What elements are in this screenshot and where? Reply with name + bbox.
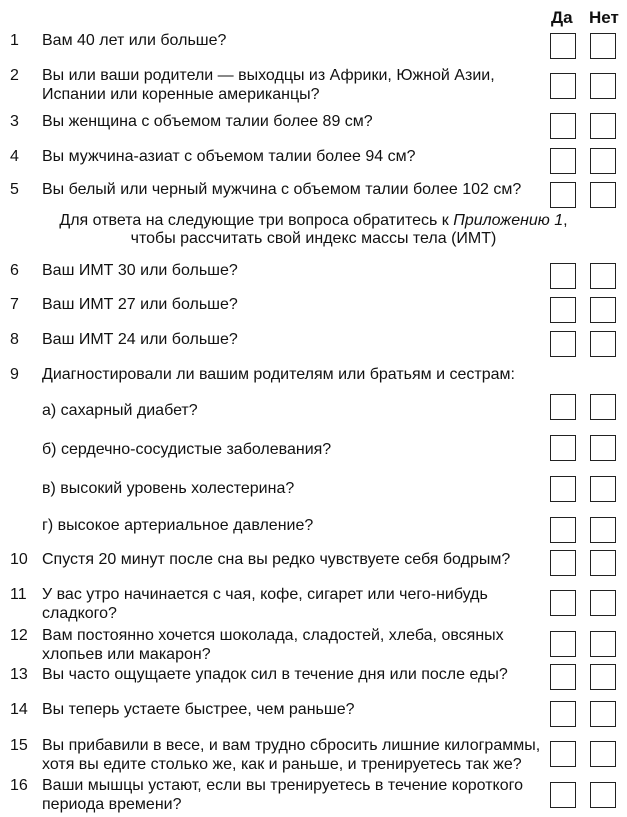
bmi-note-text: Для ответа на следующие три вопроса обратитесь к	[59, 212, 454, 229]
yes-column-header: Да	[551, 8, 573, 27]
yes-checkbox[interactable]	[550, 701, 576, 727]
bmi-note	[0, 212, 627, 248]
yes-checkbox[interactable]	[550, 113, 576, 139]
no-checkbox[interactable]	[590, 664, 616, 690]
yes-checkbox[interactable]	[550, 33, 576, 59]
bmi-note-line-2: чтобы рассчитать свой индекс массы тела (ИМТ)	[130, 230, 497, 247]
question-text: Ваши мышцы устают, если вы тренируетесь в течение короткого	[42, 777, 524, 794]
bmi-note-punct: ,	[563, 212, 568, 229]
question-text: Вы белый или черный мужчина с объемом талии более 102 см?	[42, 181, 522, 198]
question-text: периода времени?	[42, 796, 182, 813]
question-text: Ваш ИМТ 30 или больше?	[42, 262, 238, 279]
question-number: 5	[10, 181, 19, 198]
no-column-header: Нет	[589, 8, 619, 27]
no-checkbox[interactable]	[590, 517, 616, 543]
no-checkbox[interactable]	[590, 263, 616, 289]
question-text: Испании или коренные американцы?	[42, 86, 320, 103]
question-number: 6	[10, 262, 19, 279]
yes-checkbox[interactable]	[550, 590, 576, 616]
bmi-note-line-1	[0, 212, 627, 230]
question-number: 2	[10, 67, 19, 84]
yes-checkbox[interactable]	[550, 664, 576, 690]
question-text: Вы или ваши родители — выходцы из Африки, Южной Азии,	[42, 67, 495, 84]
no-checkbox[interactable]	[590, 297, 616, 323]
question-number: 14	[10, 701, 28, 718]
question-text: Вам 40 лет или больше?	[42, 32, 227, 49]
yes-checkbox[interactable]	[550, 148, 576, 174]
question-text: в) высокий уровень холестерина?	[42, 480, 295, 497]
question-text: Диагностировали ли вашим родителям или братьям и сестрам:	[42, 366, 515, 383]
yes-checkbox[interactable]	[550, 741, 576, 767]
no-checkbox[interactable]	[590, 631, 616, 657]
question-text: хотя вы едите столько же, как и раньше, и тренируетесь так же?	[42, 756, 522, 773]
question-number: 12	[10, 627, 28, 644]
question-number: 3	[10, 113, 19, 130]
question-number: 8	[10, 331, 19, 348]
yes-checkbox[interactable]	[550, 782, 576, 808]
question-text: Вы часто ощущаете упадок сил в течение дня или после еды?	[42, 666, 508, 683]
no-checkbox[interactable]	[590, 148, 616, 174]
question-text: г) высокое артериальное давление?	[42, 517, 314, 534]
yes-checkbox[interactable]	[550, 297, 576, 323]
yes-checkbox[interactable]	[550, 435, 576, 461]
question-text: хлопьев или макарон?	[42, 646, 211, 663]
question-text: сладкого?	[42, 605, 117, 622]
no-checkbox[interactable]	[590, 435, 616, 461]
question-text: Ваш ИМТ 27 или больше?	[42, 296, 238, 313]
question-number: 9	[10, 366, 19, 383]
question-text: У вас утро начинается с чая, кофе, сигарет или чего-нибудь	[42, 586, 488, 603]
question-number: 13	[10, 666, 28, 683]
question-text: Вы мужчина-азиат с объемом талии более 94 см?	[42, 148, 416, 165]
no-checkbox[interactable]	[590, 182, 616, 208]
yes-checkbox[interactable]	[550, 550, 576, 576]
no-checkbox[interactable]	[590, 701, 616, 727]
question-number: 16	[10, 777, 28, 794]
yes-checkbox[interactable]	[550, 631, 576, 657]
no-checkbox[interactable]	[590, 33, 616, 59]
no-checkbox[interactable]	[590, 476, 616, 502]
question-text: Вы теперь устаете быстрее, чем раньше?	[42, 701, 355, 718]
appendix-reference: Приложению 1	[453, 212, 564, 229]
no-checkbox[interactable]	[590, 394, 616, 420]
question-number: 7	[10, 296, 19, 313]
question-text: Спустя 20 минут после сна вы редко чувствуете себя бодрым?	[42, 551, 511, 568]
question-text: Ваш ИМТ 24 или больше?	[42, 331, 238, 348]
no-checkbox[interactable]	[590, 73, 616, 99]
yes-checkbox[interactable]	[550, 517, 576, 543]
no-checkbox[interactable]	[590, 550, 616, 576]
question-text: Вы прибавили в весе, и вам трудно сбросить лишние килограммы,	[42, 737, 541, 754]
question-number: 1	[10, 32, 19, 49]
question-text: а) сахарный диабет?	[42, 402, 198, 419]
yes-checkbox[interactable]	[550, 331, 576, 357]
question-number: 15	[10, 737, 28, 754]
yes-checkbox[interactable]	[550, 394, 576, 420]
no-checkbox[interactable]	[590, 113, 616, 139]
question-text: б) сердечно-сосудистые заболевания?	[42, 441, 332, 458]
no-checkbox[interactable]	[590, 782, 616, 808]
question-text: Вам постоянно хочется шоколада, сладостей, хлеба, овсяных	[42, 627, 504, 644]
yes-checkbox[interactable]	[550, 476, 576, 502]
question-number: 4	[10, 148, 19, 165]
yes-checkbox[interactable]	[550, 73, 576, 99]
no-checkbox[interactable]	[590, 741, 616, 767]
question-text: Вы женщина с объемом талии более 89 см?	[42, 113, 373, 130]
question-number: 11	[10, 586, 27, 603]
question-number: 10	[10, 551, 28, 568]
yes-checkbox[interactable]	[550, 182, 576, 208]
yes-checkbox[interactable]	[550, 263, 576, 289]
no-checkbox[interactable]	[590, 590, 616, 616]
no-checkbox[interactable]	[590, 331, 616, 357]
